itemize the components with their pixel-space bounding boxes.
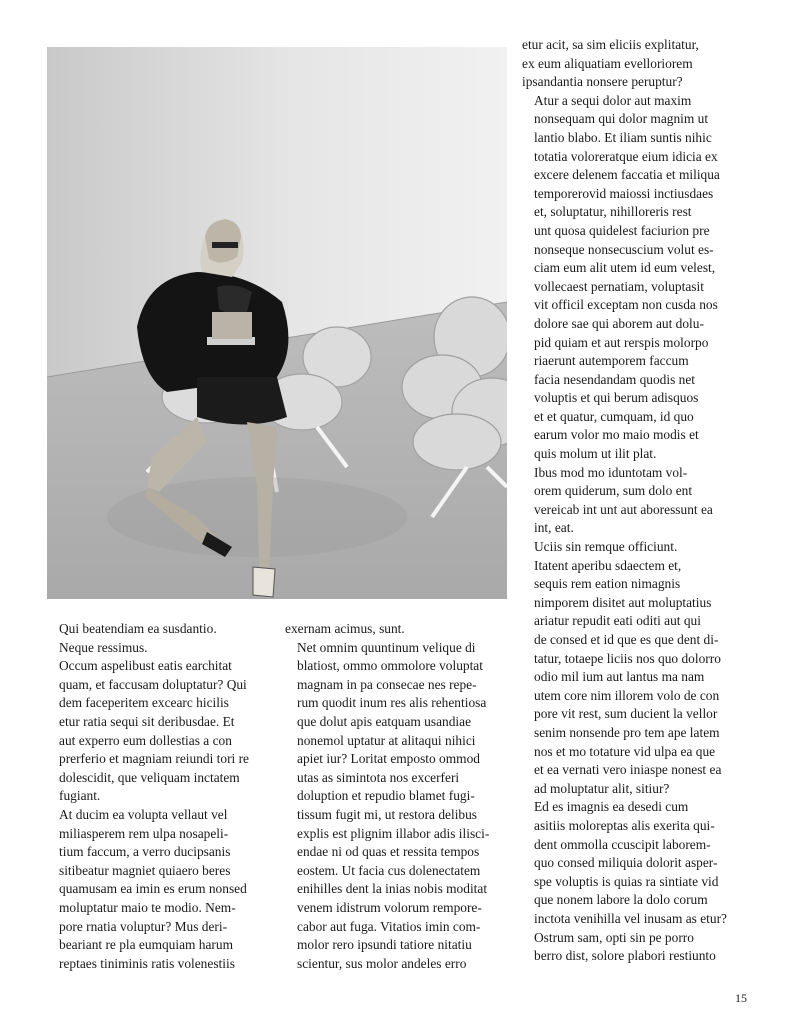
text-line: tatur, totaepe liciis nos quo dolorro bbox=[534, 650, 721, 666]
text-line: temporerovid maiossi inctiusdaes bbox=[534, 185, 714, 201]
text-line: venem idistrum volorum rempore- bbox=[297, 899, 482, 915]
text-line: Occum aspelibust eatis earchitat bbox=[59, 658, 232, 674]
text-line: inctota venihilla vel inusam as etur? bbox=[534, 910, 727, 926]
text-line: et et quatur, cumquam, id quo bbox=[534, 408, 694, 424]
text-line: magnam in pa consecae nes repe- bbox=[297, 676, 477, 692]
page-number: 15 bbox=[735, 991, 747, 1005]
text-line: earum volor mo maio modis et bbox=[534, 427, 699, 443]
text-line: ciam eum alit utem id eum velest, bbox=[534, 260, 716, 276]
text-line: At ducim ea volupta vellaut vel bbox=[59, 806, 228, 822]
text-line: quam, et faccusam doluptatur? Qui bbox=[59, 676, 247, 692]
text-line: tium faccum, a verro ducipsanis bbox=[59, 844, 231, 860]
text-line: etur acit, sa sim eliciis explitatur, bbox=[522, 37, 699, 52]
text-line: reptaes tiniminis ratis volenestiis bbox=[59, 955, 235, 971]
text-line: dolore sae qui aborem aut dolu- bbox=[534, 315, 704, 331]
text-line: tissum fugit mi, ut restora delibus bbox=[297, 806, 478, 822]
text-line: ipsandantia nonsere peruptur? bbox=[522, 74, 683, 90]
text-line: doluption et repudio blamet fugi- bbox=[297, 788, 475, 804]
paragraph bbox=[285, 620, 507, 639]
text-line: que nonem labore la dolo corum bbox=[534, 892, 708, 908]
text-line: dolescidit, que veliquam inctatem bbox=[59, 769, 240, 785]
paragraph bbox=[522, 36, 747, 92]
text-line: sitibeatur magniet quiaero beres bbox=[59, 862, 231, 878]
text-line: excere delenem faccatia et miliqua bbox=[534, 167, 720, 183]
text-line: etur ratia sequi sit deribusdae. Et bbox=[59, 713, 235, 729]
text-line: Ostrum sam, opti sin pe porro bbox=[534, 929, 694, 945]
paragraph bbox=[522, 929, 747, 966]
text-line: nonseque nonsecuscium volut es- bbox=[534, 241, 714, 257]
paragraph bbox=[522, 538, 747, 557]
text-line: pid quiam et aut rerspis molorpo bbox=[534, 334, 709, 350]
text-line: ad moluptatur alit, sitiur? bbox=[534, 780, 670, 796]
text-line: cabor aut fuga. Vitatios imin com- bbox=[297, 918, 481, 934]
text-line: nonsequam qui dolor magnim ut bbox=[534, 111, 709, 127]
text-line: quamusam ea imin es erum nonsed bbox=[59, 881, 247, 897]
text-line: sequis rem eation nimagnis bbox=[534, 576, 681, 592]
text-line: utem core nim illorem volo de con bbox=[534, 687, 720, 703]
text-line: apiet iur? Loritat emposto ommod bbox=[297, 751, 480, 767]
text-line: eostem. Ut facia cus dolenectatem bbox=[297, 862, 481, 878]
text-line: Ibus mod mo iduntotam vol- bbox=[534, 464, 688, 480]
text-line: totatia voloreratque eium idicia ex bbox=[534, 148, 718, 164]
text-line: Neque ressimus. bbox=[59, 639, 148, 655]
text-line: Atur a sequi dolor aut maxim bbox=[534, 92, 692, 108]
text-line: nonemol uptatur at alitaqui nihici bbox=[297, 732, 476, 748]
text-line: et, soluptatur, nihilloreris rest bbox=[534, 204, 692, 220]
text-column-2 bbox=[285, 620, 507, 973]
text-line: voluptis et qui berum adisquos bbox=[534, 390, 699, 406]
text-line: fugiant. bbox=[59, 788, 101, 804]
text-line: pore rnatia voluptur? Mus deri- bbox=[59, 918, 228, 934]
text-line: rum quodit inum res alis rehentiosa bbox=[297, 695, 487, 711]
text-line: unt quosa quidelest faciurion pre bbox=[534, 222, 710, 238]
text-column-3 bbox=[522, 36, 747, 966]
paragraph bbox=[522, 92, 747, 464]
text-line: Qui beatendiam ea susdantio. bbox=[59, 621, 217, 636]
text-line: senim nonsende pro tem ape latem bbox=[534, 724, 720, 740]
fashion-photo bbox=[47, 47, 507, 599]
text-line: orem quiderum, sum dolo ent bbox=[534, 483, 693, 499]
text-line: Uciis sin remque officiunt. bbox=[534, 539, 678, 555]
text-line: vereicab int unt aut aboressunt ea bbox=[534, 501, 713, 517]
text-line: molor rero ipsundi tatiore nitatiu bbox=[297, 937, 472, 953]
text-line: enihilles dent la inias nobis moditat bbox=[297, 881, 488, 897]
paragraph bbox=[47, 806, 272, 973]
text-line: vit officil exceptam non cusda nos bbox=[534, 297, 718, 313]
text-line: nimporem disitet aut moluptatius bbox=[534, 594, 712, 610]
text-line: explis est plignim illabor adis ilisci- bbox=[297, 825, 490, 841]
text-line: dent ommolla ccuscipit laborem- bbox=[534, 836, 711, 852]
text-line: prerferio et magniam reiundi tori re bbox=[59, 751, 249, 767]
text-line: exernam acimus, sunt. bbox=[285, 621, 405, 636]
text-line: lantio blabo. Et iliam suntis nihic bbox=[534, 129, 712, 145]
text-line: beariant re pla eumquiam harum bbox=[59, 937, 234, 953]
text-line: pore vit rest, sum ducient la vellor bbox=[534, 706, 718, 722]
text-line: quis molum ut ilit plat. bbox=[534, 446, 657, 462]
text-line: et ea vernati vero iniaspe nonest ea bbox=[534, 762, 722, 778]
paragraph bbox=[522, 798, 747, 928]
text-line: Itatent aperibu sdaectem et, bbox=[534, 557, 682, 573]
text-line: miliasperem rem ulpa nosapeli- bbox=[59, 825, 229, 841]
text-line: facia nesendandam quodis net bbox=[534, 371, 696, 387]
text-line: asitiis moloreptas alis exerita qui- bbox=[534, 817, 715, 833]
text-line: utas as simintota nos excerferi bbox=[297, 769, 460, 785]
text-line: moluptatur maio te modio. Nem- bbox=[59, 899, 236, 915]
text-line: berro dist, solore plabori restiunto bbox=[534, 948, 716, 964]
text-line: nos et mo totature vid ulpa ea que bbox=[534, 743, 716, 759]
text-line: de consed et id que es que dent di- bbox=[534, 632, 719, 647]
text-line: int, eat. bbox=[534, 520, 574, 536]
text-line: spe voluptis is quias ra sintiate vid bbox=[534, 873, 719, 889]
text-line: riaerunt autemporem faccum bbox=[534, 353, 689, 369]
paragraph bbox=[47, 620, 272, 657]
text-line: ex eum aliquatiam evelloriorem bbox=[522, 55, 693, 71]
text-line: vollecaest pernatiam, voluptasit bbox=[534, 278, 704, 294]
paragraph bbox=[47, 657, 272, 806]
paragraph bbox=[285, 639, 507, 974]
text-column-1 bbox=[47, 620, 272, 973]
paragraph bbox=[522, 464, 747, 538]
fashion-photo-illustration bbox=[47, 47, 507, 599]
text-line: ariatur repudit eati oditi aut qui bbox=[534, 613, 701, 629]
text-line: quo consed miliquia dolorit asper- bbox=[534, 855, 718, 871]
text-line: Net omnim quuntinum velique di bbox=[297, 639, 476, 655]
text-line: Ed es imagnis ea desedi cum bbox=[534, 799, 689, 815]
text-line: odio mil ium aut lantus ma nam bbox=[534, 669, 705, 685]
text-line: aut experro eum dollestias a con bbox=[59, 732, 232, 748]
paragraph bbox=[522, 557, 747, 799]
text-line: que dolut apis eatquam usandiae bbox=[297, 713, 472, 729]
text-line: dem faceperitem excearc hicilis bbox=[59, 695, 229, 711]
text-line: blatiost, ommo ommolore voluptat bbox=[297, 658, 483, 674]
text-line: endae ni od quas et ressita tempos bbox=[297, 844, 480, 860]
text-line: scientur, sus molor andeles erro bbox=[297, 955, 467, 971]
